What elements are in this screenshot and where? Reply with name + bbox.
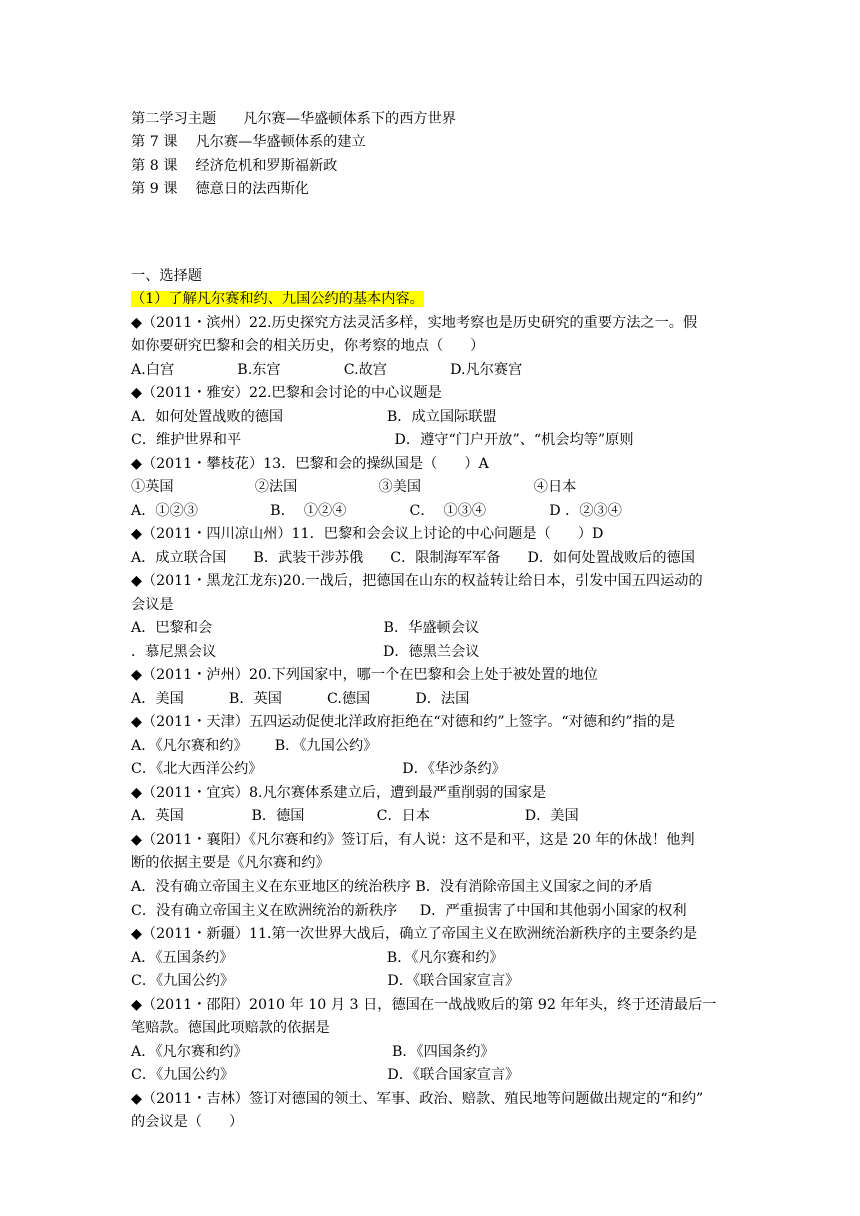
text-line: A．如何处置战败的德国 B．成立国际联盟 — [131, 408, 497, 425]
text-line: ◆（2011・雅安）22.巴黎和会讨论的中心议题是 — [131, 385, 442, 402]
text-line: A．巴黎和会 B．华盛顿会议 — [131, 620, 480, 637]
text-line: 的会议是（ ） — [131, 1114, 244, 1131]
text-line: ◆（2011・黑龙江龙东)20.一战后，把德国在山东的权益转让给日本，引发中国五四运动的 — [131, 573, 703, 590]
text-line: C．《九国公约》 D．《联合国家宣言》 — [131, 1067, 520, 1084]
text-line: 如你要研究巴黎和会的相关历史，你考察的地点（ ） — [131, 338, 485, 355]
text-line: A．成立联合国 B．武装干涉苏俄 C．限制海军军备 D．如何处置战败后的德国 — [131, 549, 695, 566]
text-line: ◆（2011・攀枝花）13．巴黎和会的操纵国是（ ）A — [131, 455, 489, 472]
text-line: ．慕尼黑会议 D．德黑兰会议 — [131, 643, 480, 660]
text-line: 断的依据主要是《凡尔赛和约》 — [131, 855, 330, 872]
text-line: A.白宫 B.东宫 C.故宫 D.凡尔赛宫 — [131, 361, 523, 378]
text-line: A．英国 B．德国 C．日本 D．美国 — [131, 808, 579, 825]
text-line: A．没有确立帝国主义在东亚地区的统治秩序 B．没有消除帝国主义国家之间的矛盾 — [131, 878, 653, 895]
text-line: A．《凡尔赛和约》 B．《四国条约》 — [131, 1043, 495, 1060]
header-line: 第二学习主题 凡尔赛—华盛顿体系下的西方世界 — [131, 111, 456, 127]
highlighted-objective — [131, 288, 424, 312]
text-line: A．美国 B．英国 C.德国 D．法国 — [131, 690, 470, 707]
text-line: C．《九国公约》 D．《联合国家宣言》 — [131, 973, 520, 990]
text-line: C．《北大西洋公约》 D．《华沙条约》 — [131, 761, 506, 778]
text-line: A．《五国条约》 B．《凡尔赛和约》 — [131, 949, 504, 966]
text-line: ◆（2011・泸州）20.下列国家中，哪一个在巴黎和会上处于被处置的地位 — [131, 667, 598, 684]
text-line: ◆（2011・新疆）11.第一次世界大战后，确立了帝国主义在欧洲统治新秩序的主要条约是 — [131, 926, 698, 943]
text-line: 笔赔款。德国此项赔款的依据是 — [131, 1020, 330, 1037]
text-line: ◆（2011・襄阳）《凡尔赛和约》签订后，有人说：这不是和平，这是 20 年的休战！他判 — [131, 831, 695, 848]
header-line: 第 8 课 经济危机和罗斯福新政 — [131, 158, 338, 174]
text-line: ◆（2011・宜宾）8.凡尔赛体系建立后，遭到最严重削弱的国家是 — [131, 784, 547, 801]
text-line: ◆（2011・四川凉山州）11．巴黎和会会议上讨论的中心问题是（ ）D — [131, 526, 604, 543]
text-line: A．①②③ B． ①②④ C． ①③④ D ．②③④ — [131, 502, 622, 519]
header-line: 第 9 课 德意日的法西斯化 — [131, 181, 309, 197]
text-line: 会议是 — [131, 596, 174, 613]
text-line: A．《凡尔赛和约》 B．《九国公约》 — [131, 737, 378, 754]
text-line: C．没有确立帝国主义在欧洲统治的新秩序 D．严重损害了中国和其他弱小国家的权利 — [131, 902, 687, 919]
text-line: ◆（2011・邵阳）2010 年 10 月 3 日，德国在一战战败后的第 92 年年头，终于还清最后一 — [131, 996, 717, 1013]
section-title: 一、选择题 — [131, 268, 202, 284]
text-line: ◆（2011・天津）五四运动促使北洋政府拒绝在“对德和约”上签字。“对德和约”指的是 — [131, 714, 676, 731]
text-line: ◆（2011・吉林）签订对德国的领土、军事、政治、赔款、殖民地等问题做出规定的“和约” — [131, 1090, 704, 1107]
text-line: ①英国 ②法国 ③美国 ④日本 — [131, 479, 577, 496]
header-line: 第 7 课 凡尔赛—华盛顿体系的建立 — [131, 134, 366, 150]
text-line: ◆（2011・滨州）22.历史探究方法灵活多样，实地考察也是历史研究的重要方法之一。假 — [131, 314, 698, 331]
text-line: C．维护世界和平 D．遵守“门户开放”、“机会均等”原则 — [131, 432, 634, 449]
highlight-text: （1）了解凡尔赛和约、九国公约的基本内容。 — [131, 291, 424, 307]
